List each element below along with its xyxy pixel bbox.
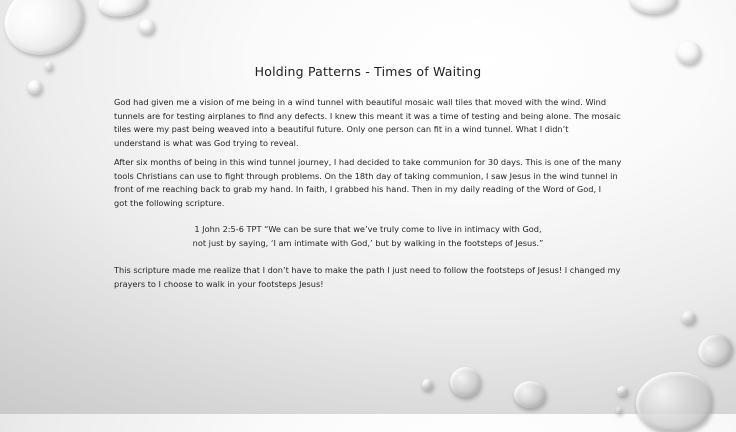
text-line: prayers to I choose to walk in your footsteps Jesus!: [114, 278, 324, 289]
slide-title: Holding Patterns - Times of Waiting: [254, 64, 482, 79]
text-line: front of me reaching back to grab my hand. In faith, I grabbed his hand. Then in my daily reading of the Word of God, I: [114, 184, 602, 194]
text-line: not just by saying, ‘I am intimate with God,’ but by walking in the footsteps of Jesus.”: [192, 237, 544, 248]
text-line: God had given me a vision of me being in a wind tunnel with beautiful mosaic wall tiles that moved with the wind. Wind: [114, 97, 607, 107]
scripture-quote: [114, 223, 622, 250]
text-line: 1 John 2:5-6 TPT “We can be sure that we’ve truly come to live in intimacy with God,: [194, 224, 542, 234]
paragraph-realization: [114, 264, 720, 291]
text-line: This scripture made me realize that I don’t have to make the path I just need to follow the footsteps of Jesus! I changed my: [114, 265, 621, 275]
paragraph-communion: [114, 156, 720, 210]
text-line: tiles were my past being weaved into a beautiful future. Only one person can fit in a wind tunnel. What I didn’t: [114, 124, 569, 134]
text-line: understand is what was God trying to reveal.: [114, 137, 299, 148]
text-line: tools Christians can use to fight through problems. On the 18th day of taking communion, I saw Jesus in the wind tunnel in: [114, 170, 618, 181]
paragraph-vision: [114, 96, 720, 150]
text-line: After six months of being in this wind tunnel journey, I had decided to take communion for 30 days. This is one of the many: [114, 157, 622, 167]
text-line: got the following scripture.: [114, 197, 225, 208]
text-line: tunnels are for testing airplanes to find any defects. I knew this meant it was a time of testing and being alone. The mosaic: [114, 110, 621, 121]
